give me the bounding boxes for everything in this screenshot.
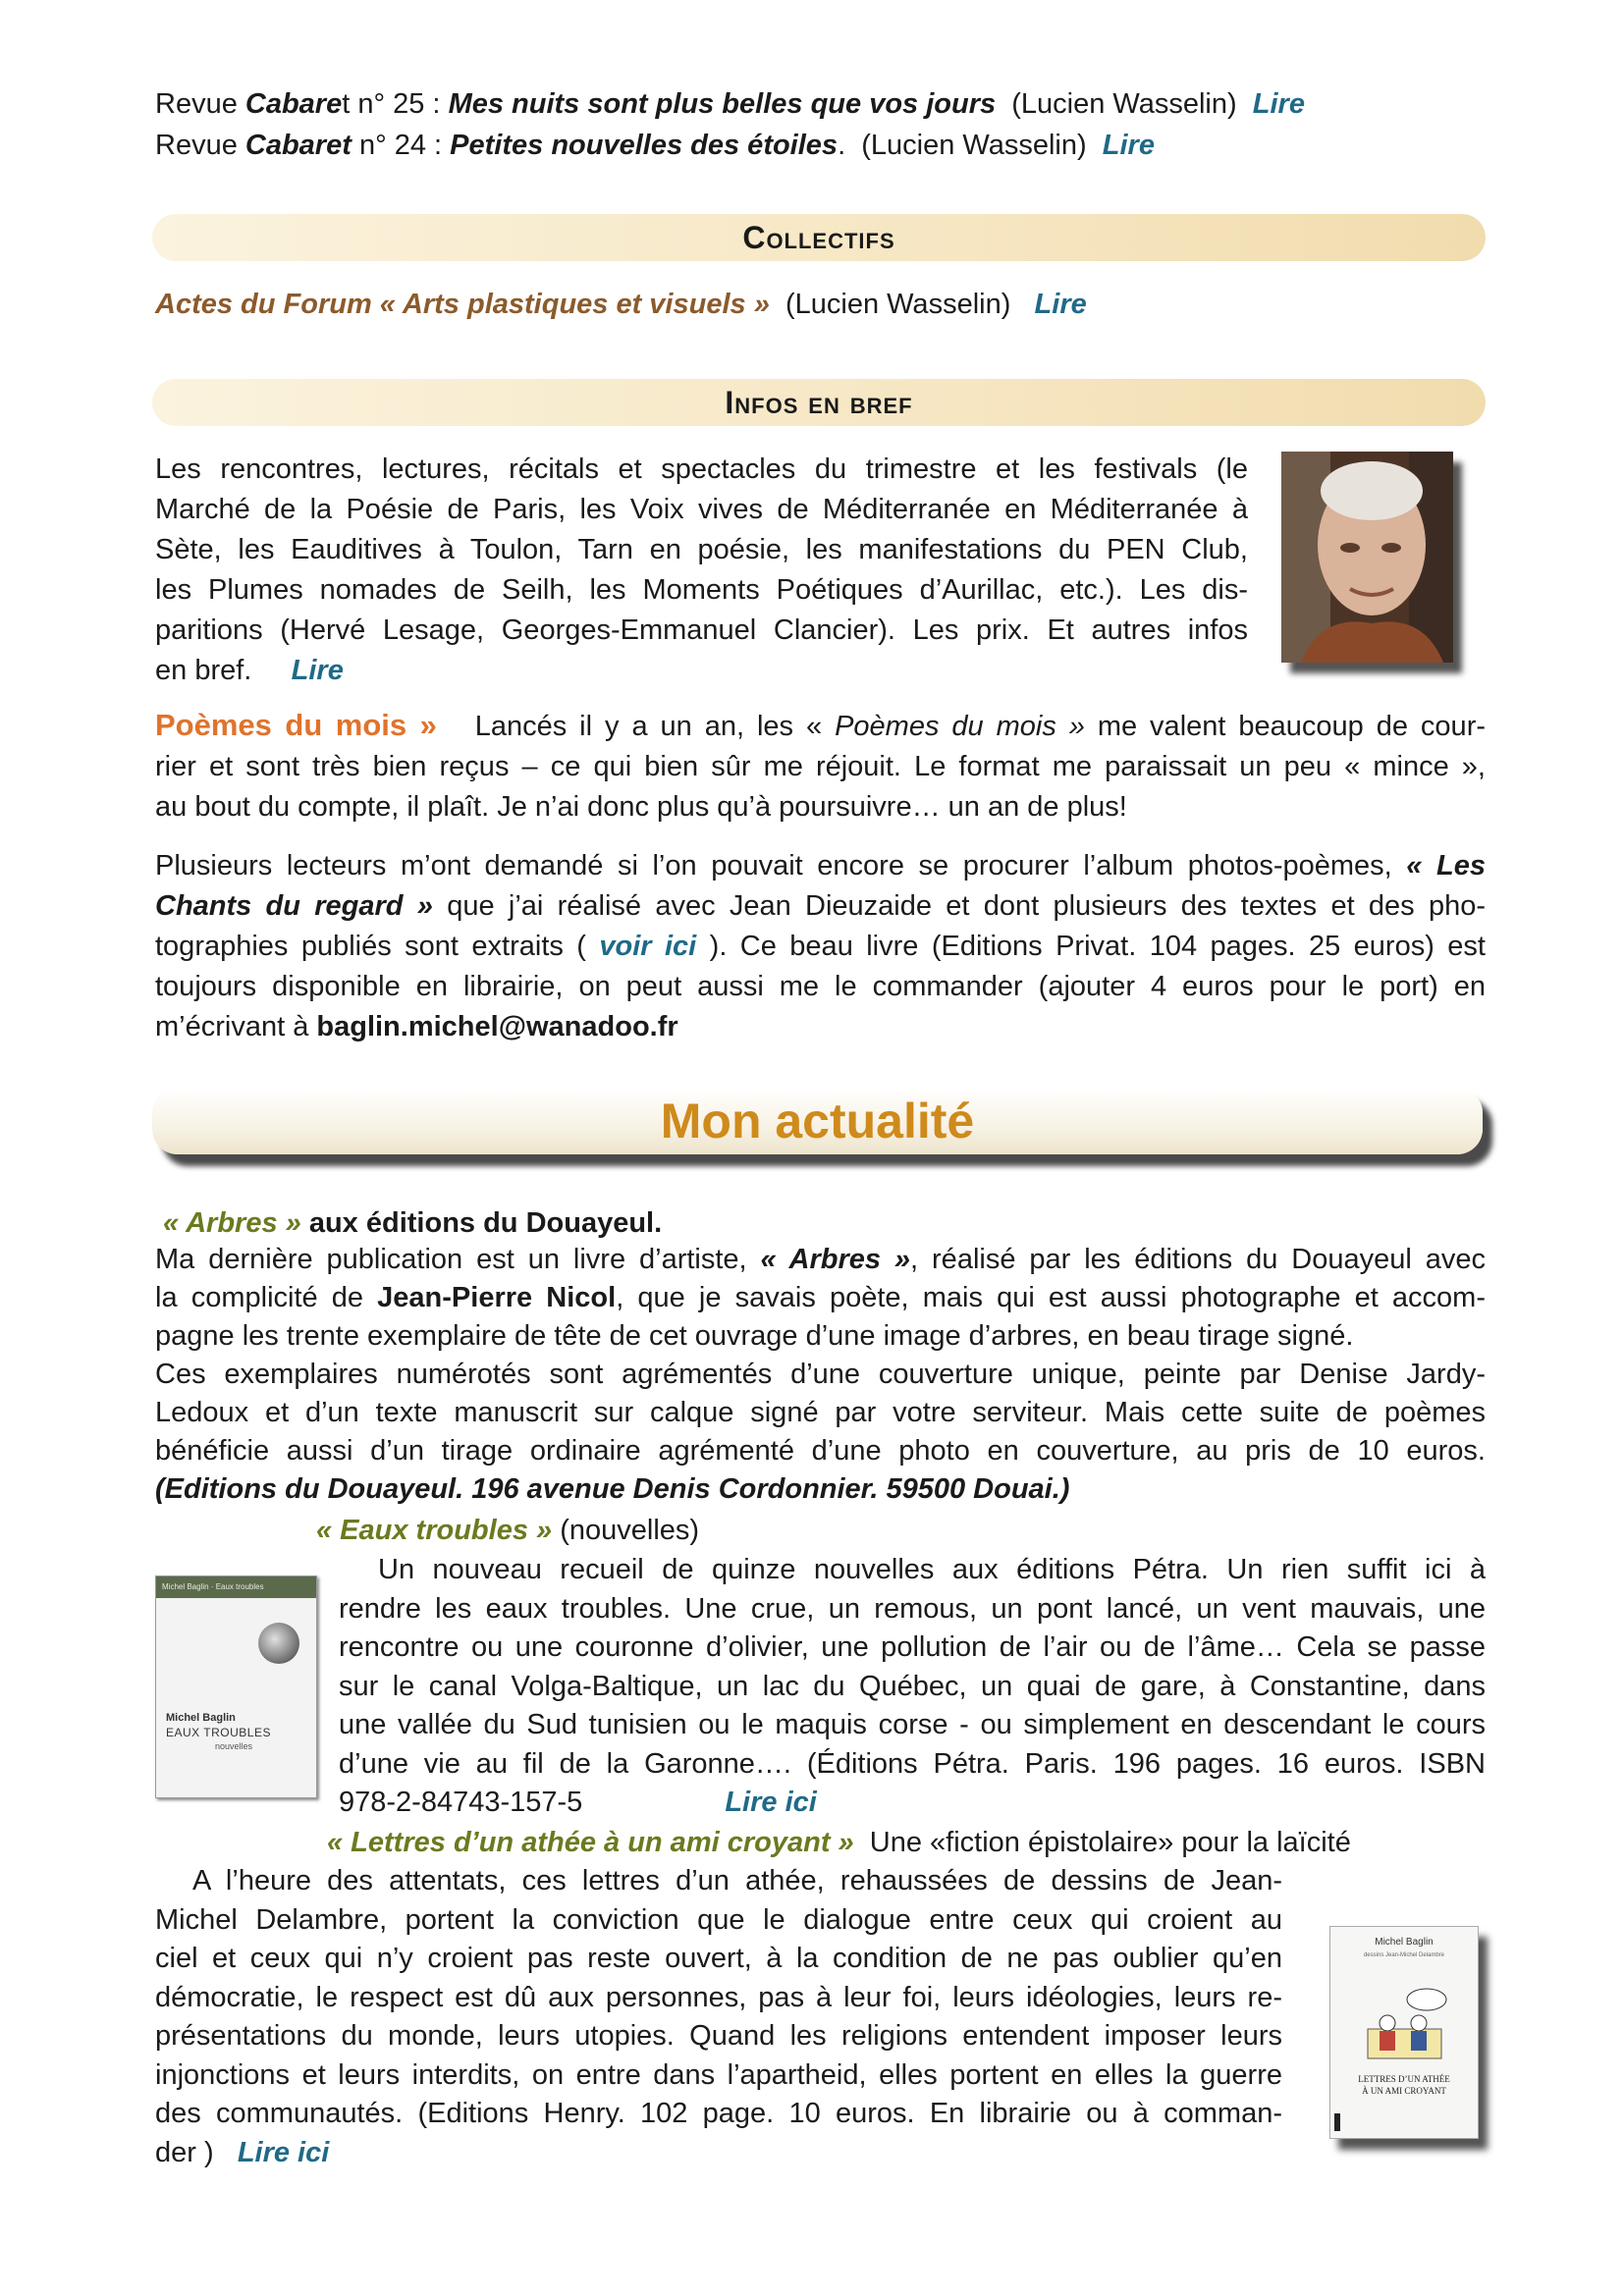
lire-ici-link[interactable]: Lire ici [725,1787,817,1818]
section-header-collectifs: Collectifs [152,214,1486,261]
revue-line-24: Revue Cabaret n° 24 : Petites nouvelles des étoiles. (Lucien Wasselin) Lire [155,130,1155,161]
poemes-title: Poèmes du mois » [155,708,437,742]
arbres-paragraph: Ma dernière publication est un livre d’artiste, « Arbres », réalisé par les éditions du Douayeul avec la complicité de Jean-Pierre Nicol, que je savais poète, mais qui est aussi photographe et accom- pagne les trente exemplaire de tête de cet ouvrage d’une image d’arbres, en beau tirage signé. Ces exemplaires numérotés sont agrémentés d’une couverture unique, peinte par Denise Jardy- Ledoux et d’un texte manuscrit sur calque signé par votre serviteur. Mais cette suite de poèmes bénéficie aussi d’un tirage ordinaire agrémenté d’une photo en couverture, au pris de 10 euros. (Editions du Douayeul. 196 avenue Denis Cordonnier. 59500 Douai.) [155,1244,1486,1505]
voir-ici-link[interactable]: voir ici [599,931,697,962]
lire-ici-link[interactable]: Lire ici [237,2136,330,2168]
lire-link[interactable]: Lire [1102,130,1155,161]
lettres-heading: « Lettres d’un athée à un ami croyant » Une «fiction épistolaire» pour la laïcité [327,1827,1351,1858]
lire-link[interactable]: Lire [291,655,344,686]
publisher-mark [1334,2113,1340,2131]
cartoon-drawing [1358,1986,1451,2064]
collectifs-line: Actes du Forum « Arts plastiques et visuels » (Lucien Wasselin) Lire [155,289,1087,320]
eaux-troubles-cover: Michel Baglin · Eaux troubles Michel Baglin EAUX TROUBLES nouvelles [155,1575,317,1798]
revue-line-25: Revue Cabaret n° 25 : Mes nuits sont plus belles que vos jours (Lucien Wasselin) Lire [155,88,1305,120]
lettres-paragraph: A l’heure des attentats, ces lettres d’un athée, rehaussées de dessins de Jean- Michel Delambre, portent la conviction que le dialogue entre ceux qui croient au ciel et ceux qui n’y croient pas reste ouvert, à la condition de ne pas oublier qu’en démocratie, le respect est dû aux personnes, pas à leur foi, leurs idéologies, leurs re- présentations du monde, leurs utopies. Quand les religions entendent imposer leurs injonctions et leurs interdits, on entre dans l’apartheid, elles portent en elles la guerre des communautés. (Editions Henry. 102 page. 10 euros. En librairie ou à comman- der ) Lire ici [155,1865,1282,2168]
eaux-paragraph: Un nouveau recueil de quinze nouvelles aux éditions Pétra. Un rien suffit ici à rendre les eaux troubles. Une crue, un remous, un pont lancé, un vent mauvais, une rencontre ou une couronne d’olivier, une pollution de l’air ou de l’âme… Cela se passe sur le canal Volga-Baltique, un lac du Québec, un quai de gare, à Constantine, dans une vallée du Sud tunisien ou le maquis corse - ou simplement en descendant le cours d’une vie au fil de la Garonne…. (Éditions Pétra. Paris. 196 pages. 16 euros. ISBN 978-2-84743-157-5 Lire ici [339,1554,1486,1818]
moon-image [258,1623,299,1664]
eaux-heading: « Eaux troubles » (nouvelles) [316,1515,700,1546]
album-paragraph: Plusieurs lecteurs m’ont demandé si l’on pouvait encore se procurer l’album photos-poèmes, « Les Chants du regard » que j’ai réalisé avec Jean Dieuzaide et dont plusieurs des textes et des pho- tographies publiés sont extraits ( voir ici ). Ce beau livre (Editions Privat. 104 pages. 25 euros) est toujours disponible en librairie, on peut aussi me le commander (ajouter 4 euros pour le port) en m’écrivant à baglin.michel@wanadoo.fr [155,850,1486,1042]
lire-link[interactable]: Lire [1252,88,1305,120]
section-header-actualite: Mon actualité [152,1088,1483,1154]
portrait-image [1281,452,1453,663]
lire-link[interactable]: Lire [1034,289,1087,320]
lettres-cover: Michel Baglin dessins Jean-Michel Delambre LETTRES D’UN ATHÉE À UN AMI CROYANT [1329,1926,1479,2139]
poemes-paragraph: Poèmes du mois » Lancés il y a un an, les « Poèmes du mois » me valent beaucoup de cour- rier et sont très bien reçus – ce qui bien sûr me réjouit. Le format me paraissait un peu « mince », au bout du compte, il plaît. Je n’ai donc plus qu’à poursuivre… un an de plus! [155,708,1487,823]
portrait-photo [1281,452,1453,663]
email-address[interactable]: baglin.michel@wanadoo.fr [316,1011,678,1042]
section-header-infos: Infos en bref [152,379,1486,426]
arbres-heading: « Arbres » aux éditions du Douayeul. [163,1207,663,1239]
infos-paragraph: Les rencontres, lectures, récitals et spectacles du trimestre et les festivals (le Marché de la Poésie de Paris, les Voix vives de Méditerranée en Méditerranée à Sète, les Eauditives à Toulon, Tarn en poésie, les manifestations du PEN Club, les Plumes nomades de Seilh, les Moments Poétiques d’Aurillac, etc.). Les dis- paritions (Hervé Lesage, Georges-Emmanuel Clancier). Les prix. Et autres infos en bref. Lire [155,454,1248,686]
